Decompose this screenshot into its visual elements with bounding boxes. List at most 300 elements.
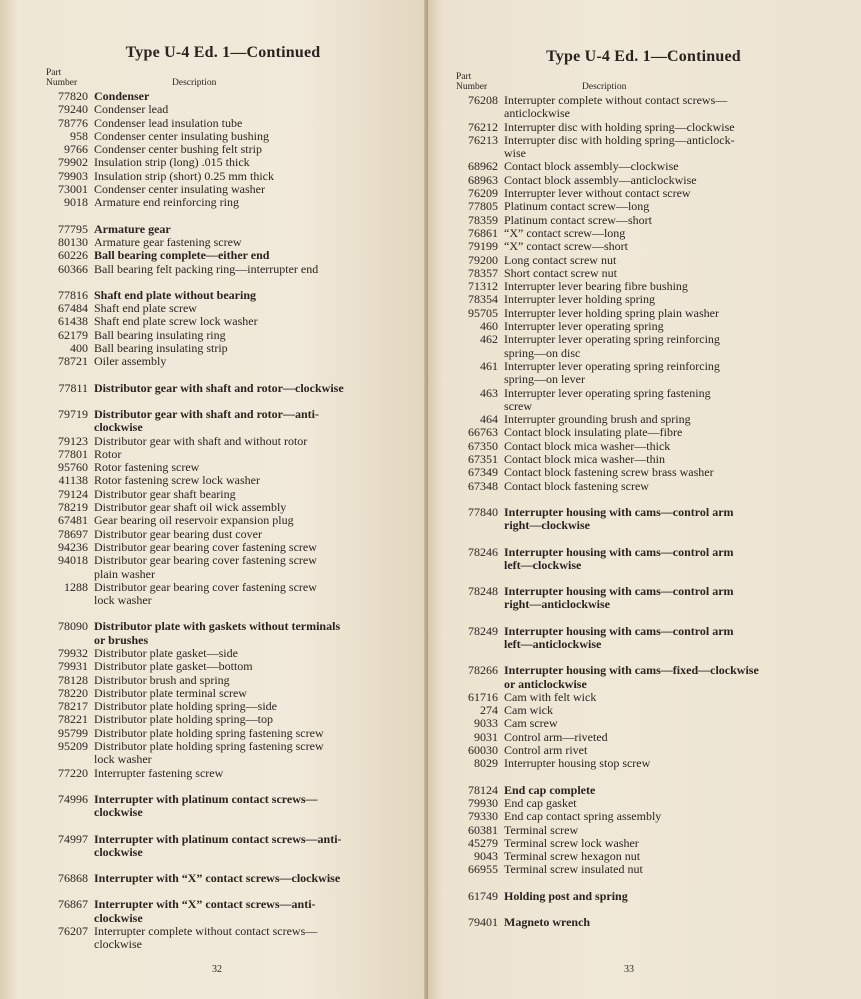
part-number	[46, 634, 94, 647]
part-number: 461	[480, 358, 498, 373]
part-row	[46, 488, 400, 501]
part-description: left—anticlockwise	[504, 636, 602, 651]
part-description: Distributor plate with gaskets without terminals	[94, 619, 341, 634]
part-row	[456, 387, 831, 400]
part-row	[46, 90, 400, 103]
part-description: Contact block assembly—anticlockwise	[504, 172, 697, 187]
part-row	[46, 315, 400, 328]
section-gap	[456, 612, 831, 625]
part-number: 78776	[58, 115, 88, 130]
parts-list	[46, 90, 400, 952]
part-row	[456, 214, 831, 227]
part-row	[456, 160, 831, 173]
part-number: 9018	[64, 195, 88, 210]
part-row	[46, 130, 400, 143]
part-row	[46, 793, 400, 806]
part-description: End cap complete	[504, 782, 596, 797]
part-row	[456, 147, 831, 160]
part-number	[456, 519, 504, 532]
part-row	[456, 413, 831, 426]
part-number: 78221	[58, 712, 88, 727]
part-description: clockwise	[94, 844, 143, 859]
part-description: Distributor gear bearing dust cover	[94, 526, 262, 541]
part-row	[46, 342, 400, 355]
part-number: 463	[480, 385, 498, 400]
part-row	[46, 223, 400, 236]
part-number: 68962	[468, 159, 498, 174]
part-row	[456, 850, 831, 863]
part-row	[456, 797, 831, 810]
part-description: Distributor gear bearing cover fastening screw	[94, 539, 317, 554]
part-number: 958	[70, 128, 88, 143]
part-description: Contact block insulating plate—fibre	[504, 425, 683, 440]
part-number: 94018	[58, 553, 88, 568]
part-number: 78090	[58, 619, 88, 634]
part-description: Contact block mica washer—thick	[504, 438, 671, 453]
part-row	[46, 382, 400, 395]
part-row	[456, 784, 831, 797]
description-header: Description	[582, 82, 627, 92]
part-row	[46, 753, 400, 766]
part-row	[46, 647, 400, 660]
part-description: Interrupter housing with cams—fixed—clockwise	[504, 663, 759, 678]
part-number: 78124	[468, 782, 498, 797]
part-row	[456, 227, 831, 240]
part-description: Contact block assembly—clockwise	[504, 159, 679, 174]
part-number: 79240	[58, 102, 88, 117]
section-gap	[46, 780, 400, 793]
part-description: Armature gear fastening screw	[94, 234, 242, 249]
part-row	[456, 757, 831, 770]
part-description: Ball bearing complete—either end	[94, 248, 270, 263]
part-description: spring—on lever	[504, 372, 585, 387]
part-row	[456, 373, 831, 386]
part-row	[456, 466, 831, 479]
part-row	[46, 938, 400, 951]
description-header: Description	[172, 78, 217, 88]
section-gap	[46, 210, 400, 223]
part-description: Distributor gear with shaft and without rotor	[94, 433, 308, 448]
part-row	[456, 678, 831, 691]
part-number	[46, 912, 94, 925]
part-number: 79930	[468, 795, 498, 810]
part-description: Insulation strip (short) 0.25 mm thick	[94, 168, 274, 183]
part-description: Magneto wrench	[504, 915, 591, 930]
part-description: “X” contact screw—long	[504, 225, 626, 240]
part-row	[46, 501, 400, 514]
part-description: screw	[504, 398, 532, 413]
part-row	[46, 263, 400, 276]
part-description: Rotor fastening screw lock washer	[94, 473, 260, 488]
part-number: 60381	[468, 822, 498, 837]
part-number: 79123	[58, 433, 88, 448]
part-number: 78357	[468, 265, 498, 280]
part-description: spring—on disc	[504, 345, 581, 360]
part-number: 66763	[468, 425, 498, 440]
part-description: Interrupter with “X” contact screws—anti-	[94, 897, 316, 912]
part-description: Distributor gear with shaft and rotor—anti-	[94, 406, 319, 421]
part-number	[46, 938, 94, 951]
part-description: Shaft end plate screw	[94, 301, 197, 316]
part-description: Interrupter housing with cams—control arm	[504, 584, 734, 599]
left-page	[0, 0, 428, 999]
part-number: 60030	[468, 743, 498, 758]
part-number: 66955	[468, 862, 498, 877]
part-row	[46, 674, 400, 687]
part-row	[46, 302, 400, 315]
part-number: 462	[480, 332, 498, 347]
part-row	[456, 519, 831, 532]
part-description: Contact block mica washer—thin	[504, 452, 665, 467]
part-number: 67484	[58, 301, 88, 316]
part-row	[46, 912, 400, 925]
part-number: 67351	[468, 452, 498, 467]
part-row	[456, 107, 831, 120]
part-row	[46, 806, 400, 819]
part-number: 77840	[468, 504, 498, 519]
part-number: 79932	[58, 645, 88, 660]
part-row	[456, 638, 831, 651]
part-description: Interrupter complete without contact screws—	[504, 93, 728, 107]
part-row	[456, 625, 831, 638]
part-description: Gear bearing oil reservoir expansion plug	[94, 513, 294, 528]
part-description: Interrupter with platinum contact screws—anti-	[94, 831, 342, 846]
part-description: Shaft end plate screw lock washer	[94, 314, 258, 329]
part-row	[456, 810, 831, 823]
part-number	[456, 147, 504, 160]
part-number	[456, 347, 504, 360]
part-row	[46, 581, 400, 594]
part-description: Distributor plate terminal screw	[94, 685, 247, 700]
part-description: clockwise	[94, 805, 143, 820]
part-number: 67481	[58, 513, 88, 528]
part-description: Condenser	[94, 89, 150, 103]
part-row	[46, 103, 400, 116]
part-number	[46, 594, 94, 607]
part-row	[456, 890, 831, 903]
part-description: Short contact screw nut	[504, 265, 617, 280]
part-description: Control arm—riveted	[504, 729, 608, 744]
part-description: Interrupter complete without contact screws—	[94, 924, 318, 939]
part-row	[46, 514, 400, 527]
part-description: Terminal screw	[504, 822, 579, 837]
part-description: Interrupter housing with cams—control arm	[504, 544, 734, 559]
part-row	[456, 453, 831, 466]
part-row	[46, 143, 400, 156]
part-number: 400	[70, 341, 88, 356]
part-number: 77795	[58, 221, 88, 236]
part-number	[46, 568, 94, 581]
part-row	[456, 200, 831, 213]
section-gap	[456, 877, 831, 890]
part-description: Interrupter housing with cams—control arm	[504, 504, 734, 519]
part-number: 95209	[58, 739, 88, 754]
part-number: 79719	[58, 406, 88, 421]
part-number: 79931	[58, 659, 88, 674]
part-description: Interrupter lever holding spring	[504, 292, 655, 307]
part-row	[456, 916, 831, 929]
part-description: Distributor plate holding spring—top	[94, 712, 273, 727]
part-description: Condenser center insulating washer	[94, 182, 265, 197]
section-gap	[456, 533, 831, 546]
part-number: 78220	[58, 685, 88, 700]
part-row	[456, 280, 831, 293]
parts-list	[456, 94, 831, 929]
part-number: 62179	[58, 327, 88, 342]
part-description: Interrupter lever without contact screw	[504, 186, 691, 201]
part-row	[46, 541, 400, 554]
part-number: 79903	[58, 168, 88, 183]
part-description: left—clockwise	[504, 557, 582, 572]
part-number	[456, 107, 504, 120]
part-description: Cam screw	[504, 716, 558, 731]
part-row	[456, 691, 831, 704]
part-number: 79199	[468, 239, 498, 254]
part-number: 77801	[58, 446, 88, 461]
part-description: Interrupter lever operating spring	[504, 319, 664, 334]
part-row	[46, 448, 400, 461]
part-description: Control arm rivet	[504, 743, 588, 758]
part-number: 76212	[468, 119, 498, 134]
part-number: 61438	[58, 314, 88, 329]
part-row	[46, 898, 400, 911]
part-number: 80130	[58, 234, 88, 249]
part-description: Distributor gear bearing cover fastening screw	[94, 579, 317, 594]
part-number: 78721	[58, 354, 88, 369]
part-description: Interrupter housing stop screw	[504, 756, 651, 771]
part-description: Terminal screw lock washer	[504, 835, 639, 850]
part-number: 67348	[468, 478, 498, 493]
part-row	[46, 196, 400, 209]
part-description: “X” contact screw—short	[504, 239, 628, 254]
part-description: clockwise	[94, 910, 143, 925]
part-description: Interrupter lever operating spring fastening	[504, 385, 711, 400]
part-description: Ball bearing felt packing ring—interrupter end	[94, 261, 319, 276]
part-number: 78249	[468, 623, 498, 638]
part-number: 79124	[58, 486, 88, 501]
part-description: Rotor fastening screw	[94, 460, 200, 475]
part-description: right—anticlockwise	[504, 597, 610, 612]
part-number: 76209	[468, 186, 498, 201]
part-row	[46, 236, 400, 249]
part-row	[46, 183, 400, 196]
part-row	[456, 400, 831, 413]
part-number: 94236	[58, 539, 88, 554]
part-number: 76208	[468, 93, 498, 107]
part-description: Interrupter with platinum contact screws—	[94, 791, 318, 806]
part-row	[456, 426, 831, 439]
part-number: 79401	[468, 915, 498, 930]
part-description: Contact block fastening screw brass washer	[504, 465, 714, 480]
part-number	[46, 846, 94, 859]
part-description: Interrupter lever bearing fibre bushing	[504, 279, 688, 294]
part-number: 77811	[58, 380, 88, 395]
part-description: Distributor plate gasket—bottom	[94, 659, 253, 674]
part-description: Interrupter lever holding spring plain washer	[504, 305, 719, 320]
part-number: 76207	[58, 924, 88, 939]
part-row	[46, 461, 400, 474]
part-description: Shaft end plate without bearing	[94, 287, 257, 302]
part-row	[46, 156, 400, 169]
part-description: Condenser center bushing felt strip	[94, 142, 262, 157]
part-number: 77805	[468, 199, 498, 214]
part-number: 78128	[58, 672, 88, 687]
part-number: 79902	[58, 155, 88, 170]
part-description: Interrupter grounding brush and spring	[504, 412, 691, 427]
part-description: Distributor plate holding spring fastening screw	[94, 725, 324, 740]
section-gap	[456, 493, 831, 506]
part-row	[456, 121, 831, 134]
page-number: 32	[212, 964, 222, 975]
page-number: 33	[624, 964, 634, 975]
part-row	[46, 594, 400, 607]
part-description: Interrupter fastening screw	[94, 765, 224, 780]
part-number-header: Part Number	[456, 72, 488, 92]
part-row	[46, 329, 400, 342]
part-row	[456, 731, 831, 744]
part-row	[46, 713, 400, 726]
part-description: Contact block fastening screw	[504, 478, 649, 493]
part-row	[456, 598, 831, 611]
part-number: 78217	[58, 699, 88, 714]
part-number: 79200	[468, 252, 498, 267]
section-gap	[46, 276, 400, 289]
part-row	[46, 660, 400, 673]
part-number: 9766	[64, 142, 88, 157]
part-description: Long contact screw nut	[504, 252, 617, 267]
part-number: 8029	[474, 756, 498, 771]
part-description: Interrupter with “X” contact screws—clockwise	[94, 871, 341, 886]
part-row	[456, 360, 831, 373]
part-row	[456, 134, 831, 147]
part-row	[456, 824, 831, 837]
part-number: 76868	[58, 871, 88, 886]
part-row	[456, 347, 831, 360]
part-row	[456, 664, 831, 677]
part-number: 76861	[468, 225, 498, 240]
part-number: 61749	[468, 888, 498, 903]
part-row	[456, 837, 831, 850]
part-number: 9043	[474, 849, 498, 864]
part-number	[46, 753, 94, 766]
part-number: 78359	[468, 212, 498, 227]
part-row	[456, 333, 831, 346]
part-description: Distributor plate holding spring—side	[94, 699, 277, 714]
part-number: 67349	[468, 465, 498, 480]
part-row	[46, 435, 400, 448]
part-number	[46, 421, 94, 434]
part-row	[456, 174, 831, 187]
part-row	[46, 925, 400, 938]
part-description: Interrupter lever operating spring reinforcing	[504, 332, 720, 347]
section-gap	[46, 395, 400, 408]
part-row	[46, 528, 400, 541]
part-row	[456, 254, 831, 267]
part-number: 61716	[468, 689, 498, 704]
part-row	[456, 440, 831, 453]
part-row	[456, 307, 831, 320]
part-description: Terminal screw insulated nut	[504, 862, 643, 877]
part-description: wise	[504, 146, 526, 161]
part-description: clockwise	[94, 937, 142, 952]
part-number: 41138	[58, 473, 88, 488]
part-description: Holding post and spring	[504, 888, 628, 903]
part-description: End cap gasket	[504, 795, 577, 810]
part-row	[46, 170, 400, 183]
part-row	[46, 727, 400, 740]
part-number: 9033	[474, 716, 498, 731]
part-description: clockwise	[94, 420, 143, 435]
part-row	[456, 480, 831, 493]
part-number: 78248	[468, 584, 498, 599]
part-description: plain washer	[94, 566, 155, 581]
part-row	[456, 187, 831, 200]
part-description: Distributor brush and spring	[94, 672, 230, 687]
part-row	[46, 634, 400, 647]
part-description: Interrupter disc with holding spring—clockwise	[504, 119, 735, 134]
part-description: Distributor plate holding spring fastening screw	[94, 739, 324, 754]
part-number: 73001	[58, 182, 88, 197]
part-number	[456, 678, 504, 691]
part-row	[46, 289, 400, 302]
part-description: Cam wick	[504, 703, 553, 718]
part-number: 67350	[468, 438, 498, 453]
part-number	[456, 373, 504, 386]
part-row	[456, 293, 831, 306]
part-description: Distributor gear bearing cover fastening screw	[94, 553, 317, 568]
part-row	[46, 833, 400, 846]
part-row	[46, 421, 400, 434]
part-number	[456, 598, 504, 611]
part-number: 95760	[58, 460, 88, 475]
part-number: 460	[480, 319, 498, 334]
part-number: 68963	[468, 172, 498, 187]
part-row	[456, 506, 831, 519]
part-number: 274	[480, 703, 498, 718]
section-gap	[456, 771, 831, 784]
part-row	[456, 94, 831, 107]
part-description: Ball bearing insulating ring	[94, 327, 226, 342]
part-number: 9031	[474, 729, 498, 744]
part-row	[46, 568, 400, 581]
part-number: 77816	[58, 287, 88, 302]
part-row	[46, 700, 400, 713]
column-header	[456, 72, 831, 92]
part-number: 77820	[58, 89, 88, 103]
part-description: Armature gear	[94, 221, 171, 236]
part-description: or anticlockwise	[504, 676, 587, 691]
part-row	[46, 620, 400, 633]
part-row	[46, 554, 400, 567]
part-number: 78219	[58, 500, 88, 515]
part-row	[456, 744, 831, 757]
part-description: Ball bearing insulating strip	[94, 341, 228, 356]
section-gap	[46, 369, 400, 382]
part-description: or brushes	[94, 632, 149, 647]
part-row	[456, 240, 831, 253]
part-number: 78697	[58, 526, 88, 541]
part-description: Interrupter lever operating spring reinforcing	[504, 358, 720, 373]
part-number	[46, 806, 94, 819]
part-number	[456, 559, 504, 572]
part-description: Distributor gear shaft oil wick assembly	[94, 500, 287, 515]
part-description: Condenser lead insulation tube	[94, 115, 243, 130]
part-description: Cam with felt wick	[504, 689, 597, 704]
part-number: 1288	[64, 579, 88, 594]
part-number: 74996	[58, 791, 88, 806]
part-row	[456, 546, 831, 559]
part-number: 95705	[468, 305, 498, 320]
